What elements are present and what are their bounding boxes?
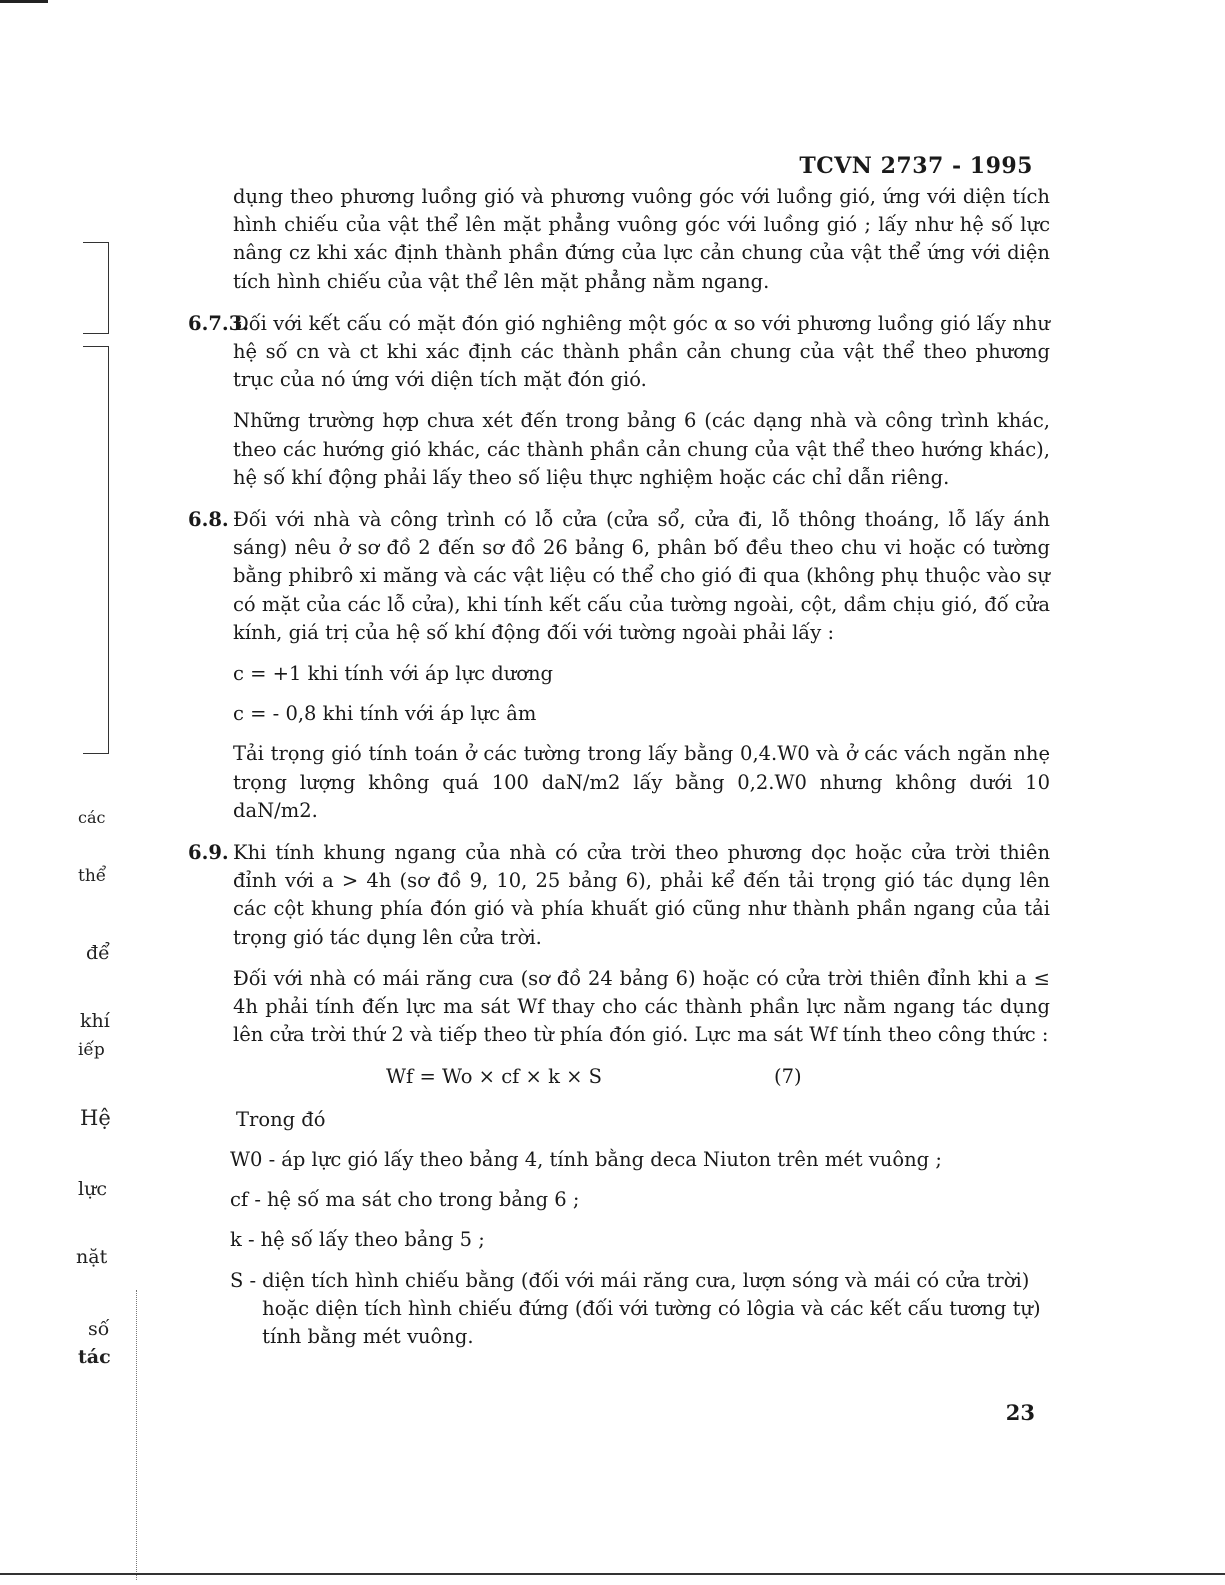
definition-row (230, 1186, 1050, 1214)
load-paragraph: Tải trọng gió tính toán ở các tường trong lấy bằng 0,4.W0 và ở các vách ngăn nhẹ trọng lượng không quá 100 daN/m2 lấy bằng 0,2.W0 nhưng không dưới 10 daN/m2. (233, 742, 1050, 822)
intro-paragraph: dụng theo phương luồng gió và phương vuông góc với luồng gió, ứng với diện tích hình chiếu của vật thể lên mặt phẳng vuông góc với luồng gió ; lấy như hệ số lực nâng cz khi xác định thành phần đứng của lực cản chung của vật thể ứng với diện tích hình chiếu của vật thể lên mặt phẳng nằm ngang. (233, 185, 1050, 293)
section-6-8 (188, 506, 1050, 647)
section-text: Đối với kết cấu có mặt đón gió nghiêng một góc α so với phương luồng gió lấy như hệ số cn và ct khi xác định các thành phần cản chung của vật thể theo phương trục của nó ứng với diện tích mặt đón gió. (233, 311, 1050, 392)
definition-text: hệ số ma sát cho trong bảng 6 ; (266, 1188, 580, 1212)
margin-fragment: số (88, 1318, 110, 1340)
formula-number: (7) (774, 1065, 802, 1089)
page-number: 23 (1005, 1400, 1035, 1425)
margin-fragment: Hệ (80, 1106, 111, 1130)
margin-fragment: lực (78, 1178, 107, 1200)
margin-fragment: để (86, 942, 110, 964)
margin-bracket-upper (80, 242, 109, 334)
margin-fragment: nặt (76, 1246, 108, 1268)
top-edge-mark (0, 0, 48, 3)
coefficient-positive: c = +1 khi tính với áp lực dương (233, 662, 554, 686)
friction-paragraph: Đối với nhà có mái răng cưa (sơ đồ 24 bảng 6) hoặc có cửa trời thiên đỉnh khi a ≤ 4h phải tính đến lực ma sát Wf thay cho các thành phần lực nằm ngang tác dụng lên cửa trời thứ 2 và tiếp theo từ phía đón gió. Lực ma sát Wf tính theo công thức : (233, 966, 1050, 1047)
section-text: Đối với nhà và công trình có lỗ cửa (cửa sổ, cửa đi, lỗ thông thoáng, lỗ lấy ánh sáng) nêu ở sơ đồ 2 đến sơ đồ 26 bảng 6, phân bố đều theo chu vi hoặc có tường bằng phibrô xi măng và các vật liệu có thể cho gió đi qua (không phụ thuộc vào sự có mặt của các lỗ cửa), khi tính kết cấu của tường ngoài, cột, dầm chịu gió, đố cửa kính, giá trị của hệ số khí động đối với tường ngoài phải lấy : (233, 508, 1050, 644)
section-number: 6.8. (188, 508, 229, 532)
formula-7 (386, 1063, 1050, 1091)
definition-text: áp lực gió lấy theo bảng 4, tính bằng deca Niuton trên mét vuông ; (281, 1147, 942, 1171)
margin-fragment: thể (78, 866, 107, 886)
coefficient-negative: c = - 0,8 khi tính với áp lực âm (233, 702, 537, 726)
formula-expression: Wf = Wo × cf × k × S (386, 1065, 602, 1089)
section-number: 6.7.3. (188, 311, 250, 335)
definition-symbol: k - (230, 1228, 255, 1252)
margin-bracket-lower (80, 346, 109, 754)
standard-header: TCVN 2737 - 1995 (799, 153, 1033, 179)
where-label: Trong đó (236, 1107, 326, 1131)
margin-fragment: tác (78, 1346, 111, 1368)
definition-row (230, 1226, 1050, 1254)
body-text (188, 183, 1050, 1363)
section-number: 6.9. (188, 841, 229, 865)
definition-row (230, 1267, 1050, 1352)
bottom-edge-rule (0, 1573, 1225, 1575)
margin-fragment: iếp (78, 1040, 105, 1060)
definition-text: hệ số lấy theo bảng 5 ; (260, 1228, 485, 1252)
definition-text: diện tích hình chiếu bằng (đối với mái răng cưa, lượn sóng và mái có cửa trời) hoặc diện tích hình chiếu đứng (đối với tường có lôgia và các kết cấu tương tự) tính bằng mét vuông. (262, 1268, 1041, 1348)
margin-fragment: khí (80, 1010, 110, 1032)
definition-symbol: S - (230, 1268, 257, 1292)
section-text: Khi tính khung ngang của nhà có cửa trời theo phương dọc hoặc cửa trời thiên đỉnh với a > 4h (sơ đồ 9, 10, 25 bảng 6), phải kể đến tải trọng gió tác dụng lên các cột khung phía đón gió và phía khuất gió cũng như thành phần ngang của tải trọng gió tác dụng lên cửa trời. (233, 841, 1050, 949)
binding-edge (136, 1290, 138, 1580)
margin-fragment: các (78, 808, 106, 827)
definition-row (230, 1146, 1050, 1174)
section-6-7-3 (188, 310, 1050, 395)
cases-paragraph: Những trường hợp chưa xét đến trong bảng 6 (các dạng nhà và công trình khác, theo các hướng gió khác, các thành phần cản chung của vật thể theo hướng khác), hệ số khí động phải lấy theo số liệu thực nghiệm hoặc các chỉ dẫn riêng. (233, 409, 1050, 489)
definition-symbol: W0 - (230, 1147, 276, 1171)
section-6-9 (188, 839, 1050, 952)
definition-symbol: cf - (230, 1188, 261, 1212)
